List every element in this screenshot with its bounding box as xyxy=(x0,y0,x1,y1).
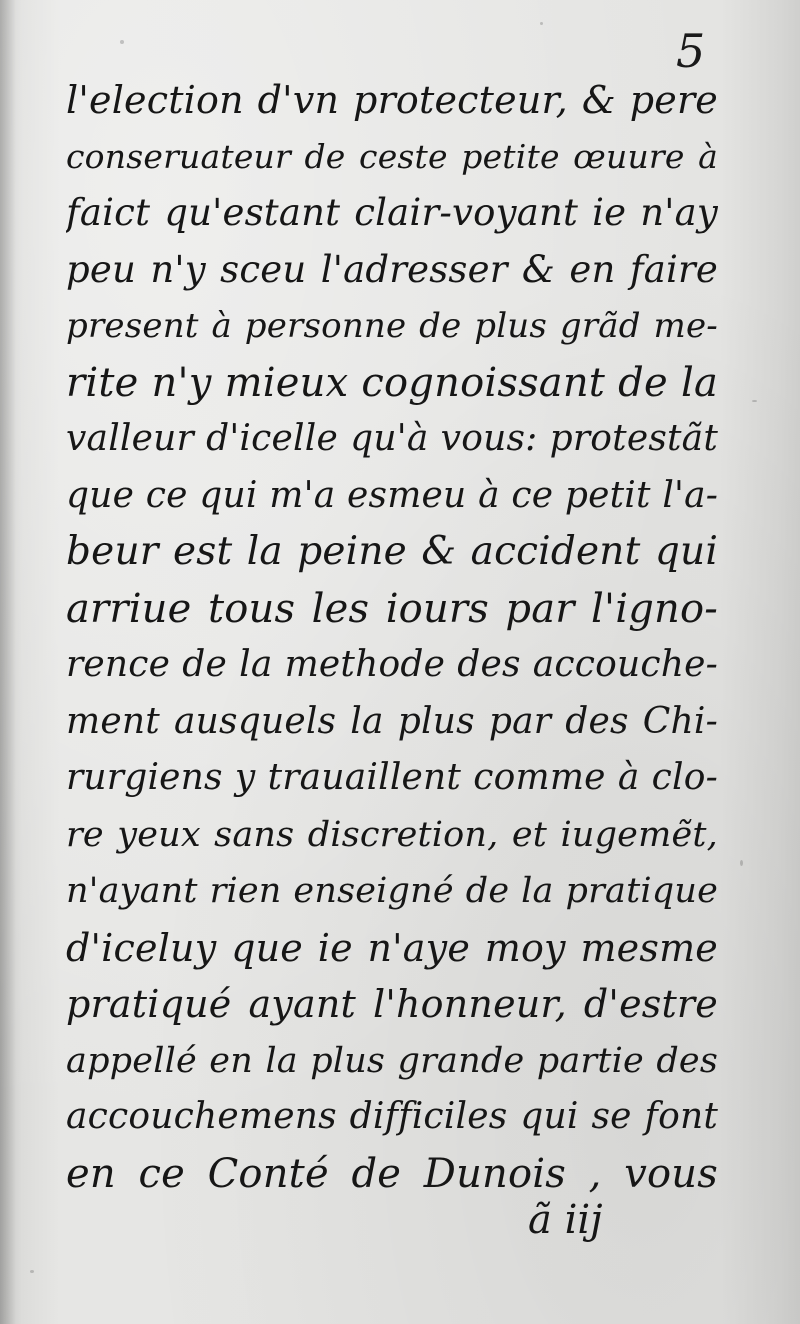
text-line: l'election d'vn protecteur, & pere xyxy=(66,78,718,122)
text-line: d'iceluy que ie n'aye moy mesme xyxy=(66,925,718,970)
text-line: ment ausquels la plus par des Chi- xyxy=(66,700,718,742)
paper-speck xyxy=(120,40,124,44)
paper-speck xyxy=(752,400,757,402)
paper-speck xyxy=(740,860,743,866)
body-text xyxy=(66,72,718,1202)
text-line: rite n'y mieux cognoissant de la xyxy=(66,359,718,406)
signature-mark: ã iij xyxy=(528,1197,603,1243)
text-line: arriue tous les iours par l'igno- xyxy=(66,585,718,632)
paper-speck xyxy=(30,1270,34,1273)
page-number: 5 xyxy=(676,24,706,78)
text-line: rence de la methode des accouche- xyxy=(66,644,718,685)
text-line: conseruateur de ceste petite œuure à xyxy=(66,136,718,176)
text-line: present à personne de plus grãd me- xyxy=(66,306,718,346)
text-line: re yeux sans discretion, et iugemẽt, xyxy=(66,814,718,855)
text-line: appellé en la plus grande partie des xyxy=(66,1040,718,1081)
text-line: que ce qui m'a esmeu à ce petit l'a- xyxy=(66,474,718,516)
text-line: beur est la peine & accident qui xyxy=(66,529,718,574)
page-fold-shadow xyxy=(0,0,16,1324)
text-line: en ce Conté de Dunois , vous xyxy=(66,1150,718,1197)
text-line: faict qu'estant clair-voyant ie n'ay xyxy=(66,191,718,234)
text-line: pratiqué ayant l'honneur, d'estre xyxy=(66,982,718,1026)
text-line: peu n'y sceu l'adresser & en faire xyxy=(66,247,718,291)
text-line: n'ayant rien enseigné de la pratique xyxy=(66,871,718,911)
text-line: valleur d'icelle qu'à vous: protestãt xyxy=(66,418,718,459)
text-line: accouchemens difficiles qui se font xyxy=(66,1096,718,1137)
text-line: rurgiens y trauaillent comme à clo- xyxy=(66,757,718,798)
paper-speck xyxy=(540,22,543,25)
